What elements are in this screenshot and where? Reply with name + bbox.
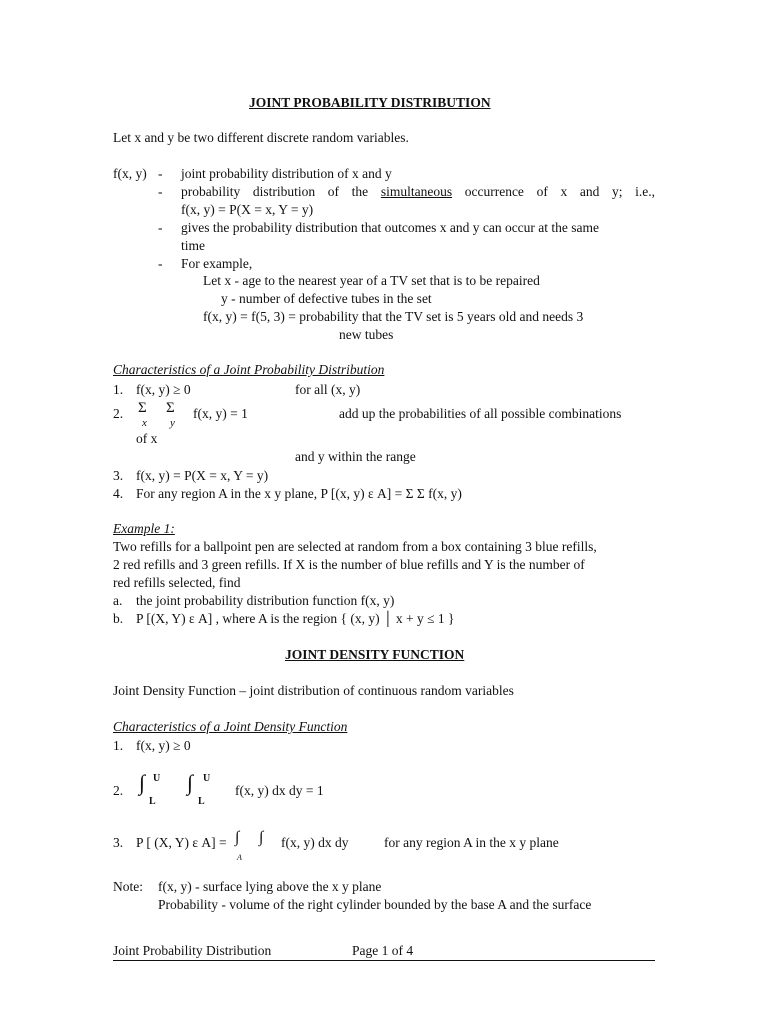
- char1-item4-num: 4.: [113, 486, 124, 501]
- note-line2: Probability - volume of the right cylinder bounded by the base A and the surface: [158, 897, 592, 912]
- integral-2-upper: U: [203, 773, 211, 784]
- footer-page-number: Page 1 of 4: [352, 943, 414, 958]
- page-title: JOINT PROBABILITY DISTRIBUTION: [249, 95, 491, 110]
- char1-item1-num: 1.: [113, 382, 124, 397]
- def-bullet-3-line1: gives the probability distribution that outcomes x and y can occur at the same: [181, 220, 600, 235]
- def-dash-4: -: [158, 256, 163, 271]
- char2-item2-num: 2.: [113, 783, 124, 798]
- sigma-x-subscript: x: [142, 417, 147, 429]
- char1-item2-note-l1: add up the probabilities of all possible combinations: [339, 406, 622, 421]
- example-part-b: P [(X, Y) ε A] , where A is the region { (x, y) │ x + y ≤ 1 }: [136, 611, 455, 626]
- jdf-intro: Joint Density Function – joint distribution of continuous random variables: [113, 683, 514, 698]
- example-text-line2: 2 red refills and 3 green refills. If X is the number of blue refills and Y is the number of: [113, 557, 585, 572]
- char1-item2-note-l3: and y within the range: [295, 449, 416, 464]
- char1-item2-note-l2: of x: [136, 431, 158, 446]
- example-heading: Example 1:: [113, 521, 175, 536]
- note-label: Note:: [113, 879, 143, 894]
- example-part-b-num: b.: [113, 611, 124, 626]
- integral-1-lower: L: [149, 796, 156, 807]
- integral-1-upper: U: [153, 773, 161, 784]
- def-term: f(x, y): [113, 166, 147, 181]
- def-dash-2: -: [158, 184, 163, 199]
- integral-1-icon: ∫: [139, 770, 146, 795]
- char2-item3-num: 3.: [113, 835, 124, 850]
- char1-item2-num: 2.: [113, 406, 124, 421]
- char1-heading: Characteristics of a Joint Probability Distribution: [113, 362, 385, 377]
- example-line-1: Let x - age to the nearest year of a TV set that is to be repaired: [203, 273, 540, 288]
- char2-heading: Characteristics of a Joint Density Function: [113, 719, 348, 734]
- example-part-a: the joint probability distribution function f(x, y): [136, 593, 395, 608]
- example-text-line3: red refills selected, find: [113, 575, 241, 590]
- def-bullet-2-pre: probability distribution of the: [181, 184, 381, 199]
- example-line-2: y - number of defective tubes in the set: [221, 291, 432, 306]
- def-bullet-2-post: occurrence of x and y; i.e.,: [452, 184, 656, 199]
- note-line1: f(x, y) - surface lying above the x y plane: [158, 879, 382, 894]
- integral-3-subscript: A: [237, 853, 242, 862]
- char1-item3-num: 3.: [113, 468, 124, 483]
- def-bullet-3-line2: time: [181, 238, 205, 253]
- integral-4-icon: ∫: [259, 829, 264, 846]
- char2-item3-note: for any region A in the x y plane: [384, 835, 559, 850]
- integral-3-icon: ∫: [235, 829, 240, 846]
- def-bullet-1: joint probability distribution of x and y: [181, 166, 392, 181]
- char1-item4: For any region A in the x y plane, P [(x, y) ε A] = Σ Σ f(x, y): [136, 486, 462, 501]
- char1-item3: f(x, y) = P(X = x, Y = y): [136, 468, 269, 483]
- footer-left: Joint Probability Distribution: [113, 943, 272, 958]
- section-title-jdf: JOINT DENSITY FUNCTION: [285, 647, 465, 662]
- footer-rule: [113, 960, 655, 961]
- def-bullet-2-cont: f(x, y) = P(X = x, Y = y): [181, 202, 314, 217]
- intro-text: Let x and y be two different discrete random variables.: [113, 130, 409, 145]
- char1-item2: f(x, y) = 1: [193, 406, 248, 421]
- char1-item1-note: for all (x, y): [295, 382, 361, 397]
- example-text-line1: Two refills for a ballpoint pen are selected at random from a box containing 3 blue refills,: [113, 539, 597, 554]
- integral-2-icon: ∫: [187, 770, 194, 795]
- def-bullet-2-underlined: simultaneous: [380, 184, 453, 199]
- char2-item3-expr: f(x, y) dx dy: [281, 835, 349, 850]
- example-line-4: new tubes: [339, 327, 394, 342]
- def-dash-1: -: [158, 166, 163, 181]
- example-line-3: f(x, y) = f(5, 3) = probability that the TV set is 5 years old and needs 3: [203, 309, 584, 324]
- sigma-y-symbol: Σ: [166, 400, 175, 416]
- sigma-y-subscript: y: [170, 417, 175, 429]
- def-dash-3: -: [158, 220, 163, 235]
- char2-item1: f(x, y) ≥ 0: [136, 738, 191, 753]
- def-bullet-4: For example,: [181, 256, 253, 271]
- sigma-x-symbol: Σ: [138, 400, 147, 416]
- example-part-a-num: a.: [113, 593, 123, 608]
- char1-item1: f(x, y) ≥ 0: [136, 382, 191, 397]
- char2-item1-num: 1.: [113, 738, 124, 753]
- def-bullet-2: [181, 183, 655, 201]
- char2-item3-pre: P [ (X, Y) ε A] =: [136, 835, 227, 850]
- char2-item2: f(x, y) dx dy = 1: [235, 783, 324, 798]
- integral-2-lower: L: [198, 796, 205, 807]
